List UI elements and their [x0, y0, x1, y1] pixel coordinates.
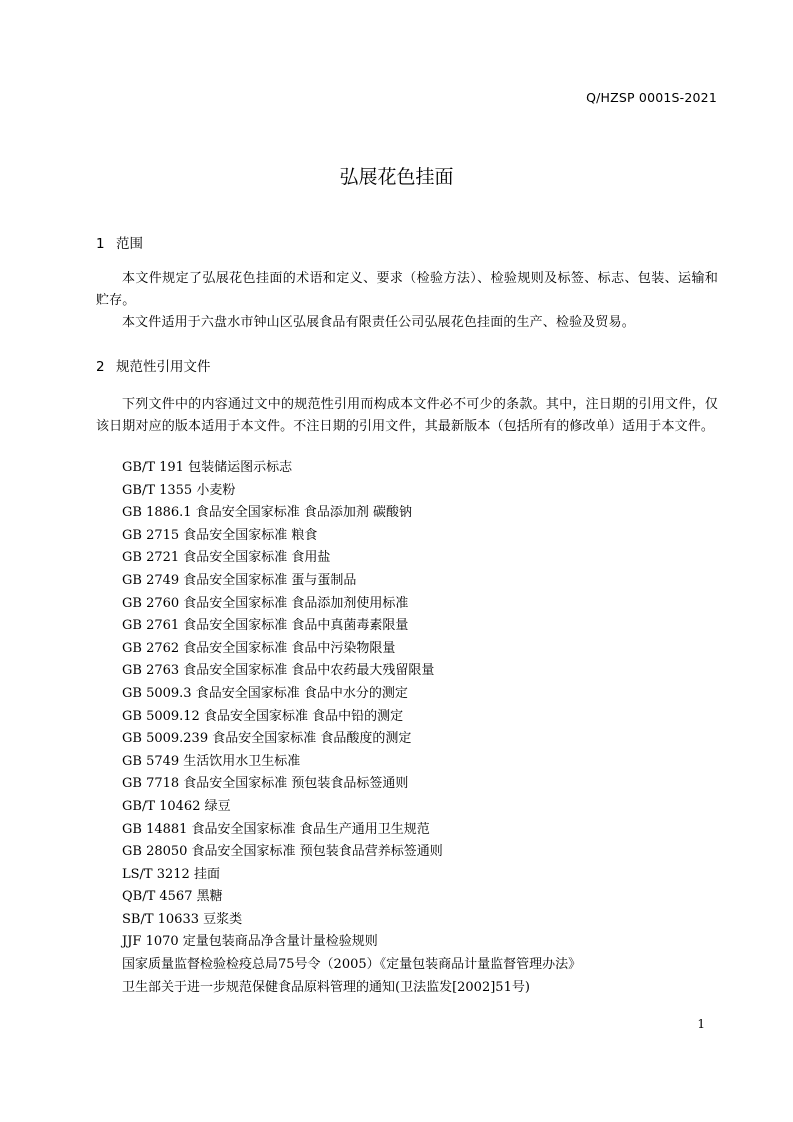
reference-item: JJF 1070 定量包装商品净含量计量检验规则	[122, 934, 378, 950]
reference-list	[122, 457, 581, 999]
reference-item: GB/T 191 包装储运图示标志	[122, 460, 293, 475]
reference-item: GB 2763 食品安全国家标准 食品中农药最大残留限量	[122, 663, 435, 679]
section-number: 2	[96, 359, 105, 375]
reference-item: 国家质量监督检验检疫总局75号令（2005）《定量包装商品计量监督管理办法》	[122, 957, 582, 973]
section-title: 规范性引用文件	[116, 359, 211, 375]
reference-item: GB 1886.1 食品安全国家标准 食品添加剂 碳酸钠	[122, 505, 412, 521]
reference-item: GB 14881 食品安全国家标准 食品生产通用卫生规范	[122, 821, 430, 837]
scope-paragraph-2: 本文件适用于六盘水市钟山区弘展食品有限责任公司弘展花色挂面的生产、检验及贸易。	[122, 315, 635, 330]
reference-item: GB/T 10462 绿豆	[122, 798, 231, 814]
section-heading-scope	[96, 232, 143, 252]
reference-item: 卫生部关于进一步规范保健食品原料管理的通知(卫法监发[2002]51号)	[122, 979, 530, 995]
section-heading-normative-references	[96, 355, 211, 375]
reference-item: GB 2749 食品安全国家标准 蛋与蛋制品	[122, 572, 357, 588]
reference-item: GB 5009.239 食品安全国家标准 食品酸度的测定	[122, 731, 412, 747]
reference-item: GB 5749 生活饮用水卫生标准	[122, 753, 301, 769]
reference-item: GB 2715 食品安全国家标准 粮食	[122, 527, 318, 543]
reference-item: QB/T 4567 黑糖	[122, 889, 223, 905]
reference-item: GB 5009.3 食品安全国家标准 食品中水分的测定	[122, 685, 408, 701]
normative-intro-paragraph: 下列文件中的内容通过文中的规范性引用而构成本文件必不可少的条款。其中，注日期的引用文件，仅该日期对应的版本适用于本文件。不注日期的引用文件，其最新版本（包括所有的修改单）适用于本文件。	[96, 397, 718, 434]
page-number: 1	[697, 1017, 705, 1031]
reference-item: GB 2760 食品安全国家标准 食品添加剂使用标准	[122, 595, 409, 611]
page-title: 弘展花色挂面	[339, 166, 454, 188]
reference-item: GB 28050 食品安全国家标准 预包装食品营养标签通则	[122, 844, 443, 860]
scope-paragraph-1: 本文件规定了弘展花色挂面的术语和定义、要求（检验方法）、检验规则及标签、标志、包装、运输和贮存。	[96, 271, 718, 308]
section-title: 范围	[116, 236, 143, 252]
reference-item: GB/T 1355 小麦粉	[122, 482, 236, 498]
reference-item: SB/T 10633 豆浆类	[122, 911, 243, 927]
section-number: 1	[96, 236, 105, 252]
reference-item: GB 7718 食品安全国家标准 预包装食品标签通则	[122, 776, 409, 792]
reference-item: GB 2721 食品安全国家标准 食用盐	[122, 550, 331, 566]
reference-item: GB 5009.12 食品安全国家标准 食品中铅的测定	[122, 708, 404, 724]
document-code: Q/HZSP 0001S-2021	[586, 90, 717, 105]
reference-item: GB 2762 食品安全国家标准 食品中污染物限量	[122, 640, 396, 656]
reference-item: LS/T 3212 挂面	[122, 866, 220, 882]
reference-item: GB 2761 食品安全国家标准 食品中真菌毒素限量	[122, 618, 409, 634]
